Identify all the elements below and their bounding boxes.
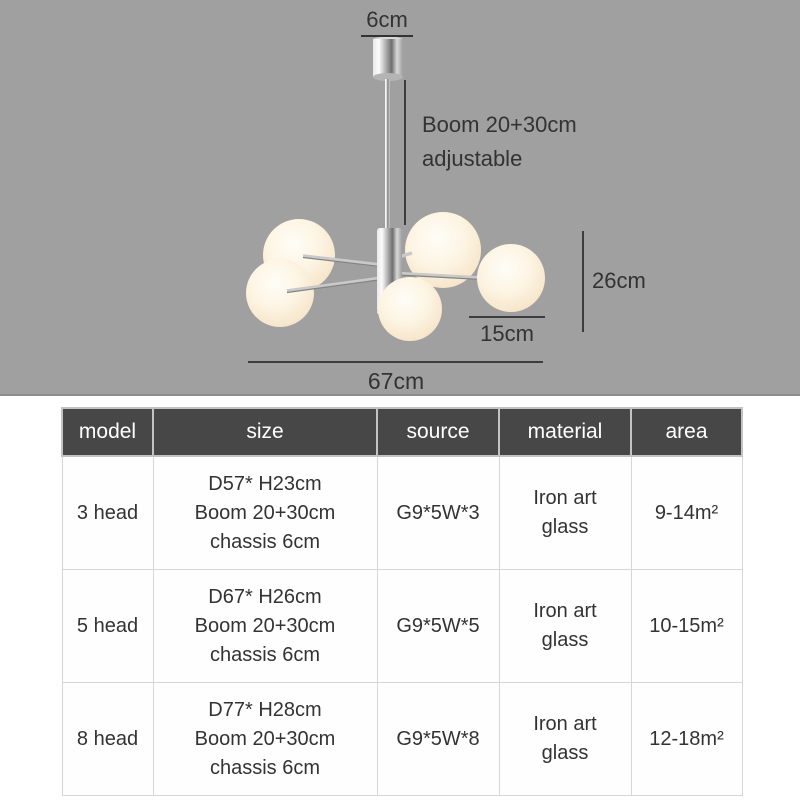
cell-area: 9-14m²	[631, 456, 742, 570]
hanging-rod	[385, 79, 390, 232]
label-boom-adjustable	[422, 108, 577, 176]
ceiling-canopy	[373, 37, 403, 82]
table-row	[62, 683, 742, 796]
spec-table	[61, 407, 743, 796]
globe-lower-left	[246, 259, 314, 327]
column-header-source: source	[377, 408, 499, 456]
size-line: D57* H23cm	[208, 472, 322, 495]
cell-source: G9*5W*5	[377, 570, 499, 683]
cell-size	[153, 683, 377, 796]
chandelier-illustration	[0, 0, 800, 396]
size-line: Boom 20+30cm	[194, 614, 336, 637]
material-line: Iron art	[533, 600, 597, 622]
dimension-line-67cm	[248, 361, 543, 363]
size-line: Boom 20+30cm	[194, 501, 336, 524]
cell-model: 5 head	[62, 570, 153, 683]
size-line: D77* H28cm	[208, 698, 322, 721]
cell-source: G9*5W*8	[377, 683, 499, 796]
cell-size	[153, 456, 377, 570]
label-boom-line2: adjustable	[422, 146, 523, 171]
column-header-model: model	[62, 408, 153, 456]
label-globe-diameter: 15cm	[480, 321, 534, 346]
product-photo-area	[0, 0, 800, 396]
cell-model: 3 head	[62, 456, 153, 570]
material-line: glass	[541, 516, 589, 538]
material-line: glass	[541, 742, 589, 764]
table-row	[62, 456, 742, 570]
dimension-line-boom	[404, 80, 406, 225]
material-line: glass	[541, 629, 589, 651]
size-line: chassis 6cm	[209, 643, 321, 666]
label-chassis-diameter: 6cm	[361, 7, 413, 37]
material-line: Iron art	[533, 713, 597, 735]
table-row	[62, 570, 742, 683]
globe-far-right	[477, 244, 545, 312]
cell-size	[153, 570, 377, 683]
column-header-area: area	[631, 408, 742, 456]
globe-bottom-center	[378, 277, 442, 341]
cell-source: G9*5W*3	[377, 456, 499, 570]
size-line: Boom 20+30cm	[194, 727, 336, 750]
material-line: Iron art	[533, 487, 597, 509]
column-header-size: size	[153, 408, 377, 456]
size-line: D67* H26cm	[208, 585, 322, 608]
cell-model: 8 head	[62, 683, 153, 796]
cell-material	[499, 570, 631, 683]
label-total-width: 67cm	[367, 368, 425, 394]
cell-area: 10-15m²	[631, 570, 742, 683]
cell-material	[499, 683, 631, 796]
column-header-material: material	[499, 408, 631, 456]
size-line: chassis 6cm	[209, 530, 321, 553]
table-header-row	[62, 408, 742, 456]
dimension-line-15cm	[469, 316, 545, 318]
label-body-height: 26cm	[592, 268, 646, 293]
size-line: chassis 6cm	[209, 756, 321, 779]
dimension-line-26cm	[582, 231, 584, 332]
label-boom-line1: Boom 20+30cm	[422, 112, 577, 137]
cell-area: 12-18m²	[631, 683, 742, 796]
cell-material	[499, 456, 631, 570]
